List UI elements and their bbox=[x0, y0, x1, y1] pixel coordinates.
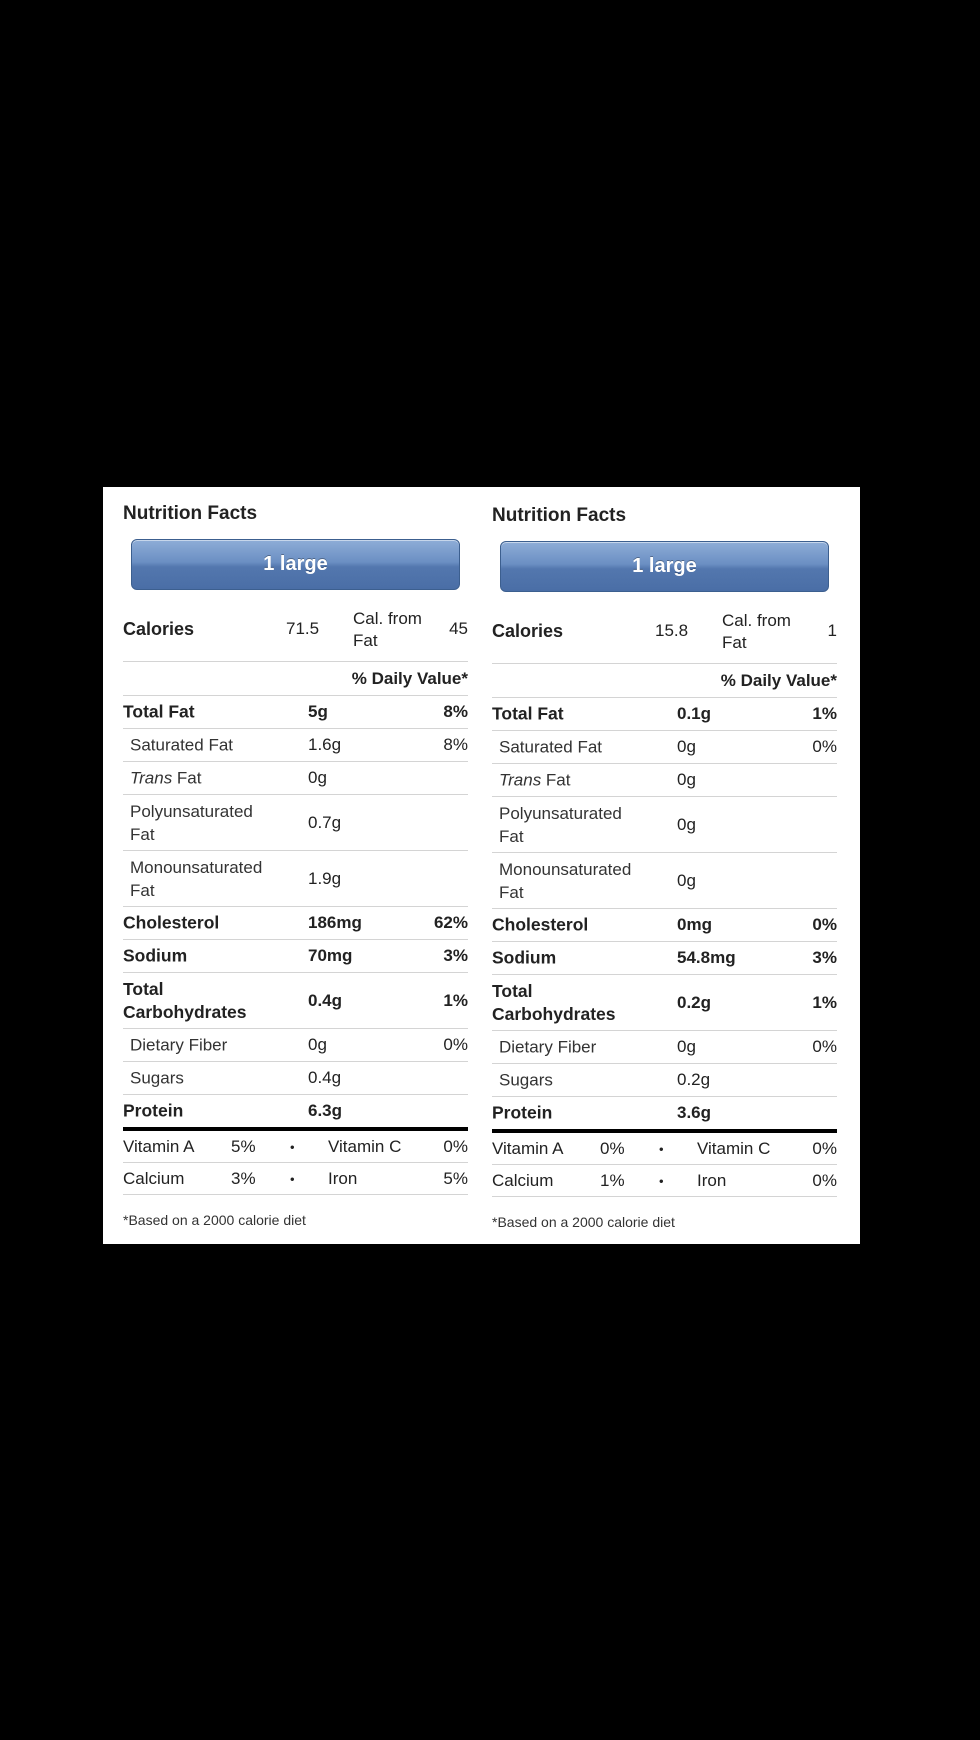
mineral-value: 5% bbox=[443, 1168, 468, 1188]
fat-word: Fat bbox=[172, 768, 202, 788]
bullet-separator: • bbox=[659, 1141, 664, 1156]
daily-value-header: % Daily Value* bbox=[492, 664, 837, 698]
nutrient-amount: 0.1g bbox=[677, 704, 712, 723]
nutrient-row-cholesterol bbox=[123, 907, 468, 940]
vitamin-value: 0% bbox=[600, 1138, 625, 1158]
nutrient-percent: 1% bbox=[812, 704, 837, 723]
nutrient-amount: 0.2g bbox=[677, 1070, 711, 1089]
bullet-separator: • bbox=[290, 1171, 295, 1186]
nutrient-amount: 6.3g bbox=[308, 1101, 343, 1120]
calories-label: Calories bbox=[492, 621, 564, 641]
nutrient-row-total-carbohydrates bbox=[123, 973, 468, 1029]
trans-word: Trans bbox=[499, 770, 542, 790]
footnote: *Based on a 2000 calorie diet bbox=[123, 1212, 306, 1228]
nutrient-name: Total Carbohydrates bbox=[492, 980, 616, 1024]
nutrient-name: Sodium bbox=[492, 947, 557, 968]
nutrient-amount: 0g bbox=[677, 814, 696, 834]
nutrient-name: Total Fat bbox=[123, 701, 195, 722]
nutrient-name: Cholesterol bbox=[123, 912, 220, 933]
nutrient-row-protein bbox=[123, 1095, 468, 1127]
serving-size-button[interactable]: 1 large bbox=[131, 539, 460, 590]
panel-title: Nutrition Facts bbox=[492, 505, 627, 526]
nutrient-name: Dietary Fiber bbox=[499, 1037, 597, 1057]
nutrient-name: Saturated Fat bbox=[130, 735, 234, 755]
nutrient-row-monounsaturated-fat bbox=[123, 851, 468, 907]
nutrient-percent: 0% bbox=[812, 1037, 837, 1056]
vitamin-label: Vitamin A bbox=[123, 1136, 195, 1156]
nutrient-name: Monounsaturated Fat bbox=[130, 857, 263, 900]
nutrient-amount: 0g bbox=[677, 737, 696, 756]
trans-word: Trans bbox=[130, 768, 173, 788]
nutrient-row-saturated-fat bbox=[123, 729, 468, 762]
nutrient-name: Monounsaturated Fat bbox=[499, 859, 632, 902]
vitamin-value: 5% bbox=[231, 1136, 256, 1156]
nutrient-percent: 62% bbox=[433, 913, 468, 932]
nutrient-amount: 0g bbox=[308, 1035, 327, 1054]
nutrient-amount: 0g bbox=[677, 870, 696, 890]
nutrient-name: Sugars bbox=[130, 1068, 184, 1088]
vitamin-row bbox=[492, 1133, 837, 1165]
nutrient-name: Polyunsaturated Fat bbox=[130, 801, 253, 844]
nutrient-name: Polyunsaturated Fat bbox=[499, 803, 622, 846]
vitamin-label: Vitamin C bbox=[328, 1136, 402, 1156]
mineral-label: Calcium bbox=[492, 1170, 554, 1190]
nutrient-row-trans-fat bbox=[492, 764, 837, 797]
nutrient-row-polyunsaturated-fat bbox=[123, 795, 468, 851]
nutrient-percent: 1% bbox=[443, 990, 468, 1010]
nutrient-row-monounsaturated-fat bbox=[492, 853, 837, 909]
nutrient-amount: 186mg bbox=[308, 913, 362, 932]
nutrient-percent: 8% bbox=[443, 735, 468, 754]
nutrient-percent: 3% bbox=[443, 946, 468, 965]
nutrient-name: Dietary Fiber bbox=[130, 1035, 228, 1055]
nutrient-amount: 54.8mg bbox=[677, 948, 736, 967]
fat-word: Fat bbox=[541, 770, 571, 790]
nutrient-amount: 5g bbox=[308, 702, 328, 721]
nutrient-row-polyunsaturated-fat bbox=[492, 797, 837, 853]
calories-value: 15.8 bbox=[655, 621, 689, 640]
cal-from-fat-label: Cal. from Fat bbox=[722, 611, 791, 652]
nutrient-amount: 0.7g bbox=[308, 812, 342, 832]
nutrient-name: Total Fat bbox=[492, 703, 564, 724]
nutrient-name: Sodium bbox=[123, 945, 188, 966]
cal-from-fat-label: Cal. from Fat bbox=[353, 609, 422, 650]
nutrient-percent: 0% bbox=[812, 737, 837, 756]
vitamin-label: Vitamin C bbox=[697, 1138, 771, 1158]
nutrient-amount: 0g bbox=[677, 770, 696, 789]
vitamin-label: Vitamin A bbox=[492, 1138, 564, 1158]
cal-from-fat-value: 45 bbox=[449, 619, 468, 638]
nutrient-amount: 1.9g bbox=[308, 868, 342, 888]
nutrient-name: Protein bbox=[123, 1100, 184, 1121]
nutrient-amount: 70mg bbox=[308, 946, 353, 965]
panel-title: Nutrition Facts bbox=[123, 503, 258, 524]
nutrient-percent: 1% bbox=[812, 992, 837, 1012]
nutrient-row-sugars bbox=[123, 1062, 468, 1095]
nutrient-name: Saturated Fat bbox=[499, 737, 603, 757]
nutrient-row-dietary-fiber bbox=[492, 1031, 837, 1064]
nutrient-name bbox=[130, 767, 202, 790]
nutrient-amount: 1.6g bbox=[308, 735, 342, 754]
mineral-value: 3% bbox=[231, 1168, 256, 1188]
nutrient-name: Sugars bbox=[499, 1070, 553, 1090]
nutrition-panel-right bbox=[492, 505, 837, 1230]
mineral-label: Iron bbox=[697, 1170, 727, 1190]
mineral-label: Iron bbox=[328, 1168, 358, 1188]
mineral-value: 1% bbox=[600, 1170, 625, 1190]
nutrient-percent: 0% bbox=[812, 915, 837, 934]
calories-row bbox=[492, 600, 837, 664]
nutrient-name: Cholesterol bbox=[492, 914, 589, 935]
nutrient-name: Protein bbox=[492, 1102, 553, 1123]
nutrient-amount: 0g bbox=[677, 1037, 696, 1056]
mineral-row bbox=[123, 1163, 468, 1195]
nutrient-row-trans-fat bbox=[123, 762, 468, 795]
calories-row bbox=[123, 598, 468, 662]
vitamin-value: 0% bbox=[812, 1138, 837, 1158]
nutrient-row-sugars bbox=[492, 1064, 837, 1097]
nutrient-row-total-carbohydrates bbox=[492, 975, 837, 1031]
nutrient-amount: 3.6g bbox=[677, 1103, 712, 1122]
nutrient-row-saturated-fat bbox=[492, 731, 837, 764]
nutrient-row-protein bbox=[492, 1097, 837, 1129]
nutrition-card bbox=[103, 487, 860, 1244]
vitamin-value: 0% bbox=[443, 1136, 468, 1156]
nutrient-percent: 0% bbox=[443, 1035, 468, 1054]
nutrient-row-sodium bbox=[492, 942, 837, 975]
mineral-row bbox=[492, 1165, 837, 1197]
nutrient-percent: 3% bbox=[812, 948, 837, 967]
nutrient-amount: 0mg bbox=[677, 915, 712, 934]
nutrition-panel-left bbox=[123, 503, 468, 1228]
footnote: *Based on a 2000 calorie diet bbox=[492, 1214, 675, 1230]
mineral-label: Calcium bbox=[123, 1168, 185, 1188]
bullet-separator: • bbox=[290, 1139, 295, 1154]
serving-size-button[interactable]: 1 large bbox=[500, 541, 829, 592]
nutrient-name: Total Carbohydrates bbox=[123, 978, 247, 1022]
calories-value: 71.5 bbox=[286, 619, 320, 638]
nutrient-amount: 0.4g bbox=[308, 990, 343, 1010]
calories-label: Calories bbox=[123, 619, 195, 639]
nutrient-row-cholesterol bbox=[492, 909, 837, 942]
mineral-value: 0% bbox=[812, 1170, 837, 1190]
nutrient-row-sodium bbox=[123, 940, 468, 973]
daily-value-header: % Daily Value* bbox=[123, 662, 468, 696]
nutrient-row-dietary-fiber bbox=[123, 1029, 468, 1062]
nutrient-amount: 0g bbox=[308, 768, 327, 787]
bullet-separator: • bbox=[659, 1173, 664, 1188]
nutrient-amount: 0.2g bbox=[677, 992, 712, 1012]
nutrient-row-total-fat bbox=[123, 696, 468, 729]
nutrient-amount: 0.4g bbox=[308, 1068, 342, 1087]
cal-from-fat-value: 1 bbox=[827, 621, 837, 640]
nutrient-percent: 8% bbox=[443, 702, 468, 721]
nutrient-row-total-fat bbox=[492, 698, 837, 731]
nutrient-name bbox=[499, 769, 571, 792]
vitamin-row bbox=[123, 1131, 468, 1163]
